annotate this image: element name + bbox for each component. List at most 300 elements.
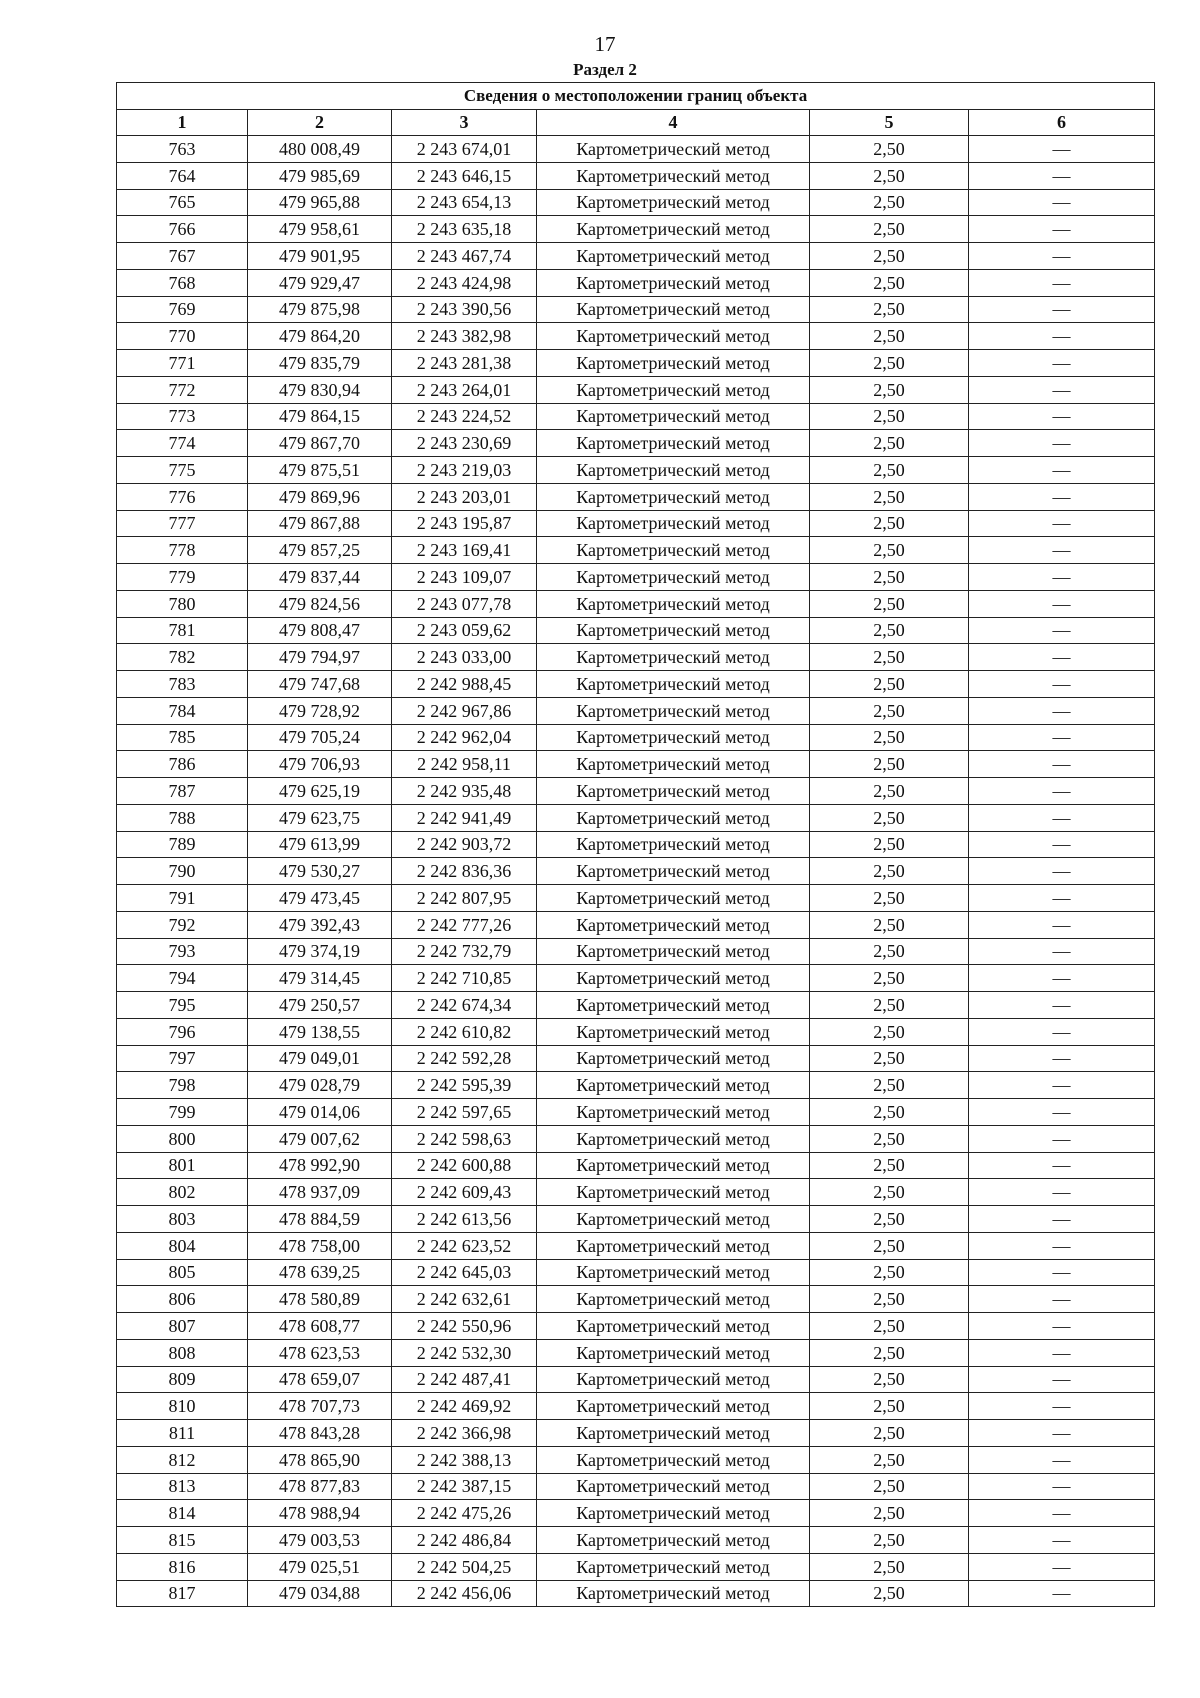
cell-method: Картометрический метод [537, 1527, 810, 1554]
cell-x-coordinate: 478 865,90 [248, 1446, 392, 1473]
cell-y-coordinate: 2 242 935,48 [392, 778, 537, 805]
cell-y-coordinate: 2 242 645,03 [392, 1259, 537, 1286]
cell-accuracy: 2,50 [810, 858, 969, 885]
cell-description: — [969, 1152, 1155, 1179]
cell-point-number: 788 [117, 804, 248, 831]
cell-y-coordinate: 2 242 632,61 [392, 1286, 537, 1313]
cell-y-coordinate: 2 242 958,11 [392, 751, 537, 778]
cell-x-coordinate: 478 707,73 [248, 1393, 392, 1420]
cell-accuracy: 2,50 [810, 1527, 969, 1554]
cell-method: Картометрический метод [537, 1580, 810, 1607]
cell-method: Картометрический метод [537, 1099, 810, 1126]
cell-description: — [969, 1553, 1155, 1580]
cell-x-coordinate: 478 937,09 [248, 1179, 392, 1206]
cell-accuracy: 2,50 [810, 1339, 969, 1366]
cell-accuracy: 2,50 [810, 831, 969, 858]
cell-method: Картометрический метод [537, 831, 810, 858]
cell-x-coordinate: 479 808,47 [248, 617, 392, 644]
cell-x-coordinate: 479 314,45 [248, 965, 392, 992]
cell-accuracy: 2,50 [810, 1393, 969, 1420]
cell-accuracy: 2,50 [810, 778, 969, 805]
cell-x-coordinate: 479 958,61 [248, 216, 392, 243]
cell-x-coordinate: 479 867,70 [248, 430, 392, 457]
cell-y-coordinate: 2 242 475,26 [392, 1500, 537, 1527]
cell-point-number: 764 [117, 162, 248, 189]
cell-point-number: 817 [117, 1580, 248, 1607]
cell-point-number: 784 [117, 697, 248, 724]
cell-method: Картометрический метод [537, 1420, 810, 1447]
cell-x-coordinate: 479 875,51 [248, 457, 392, 484]
table-row [117, 1366, 1155, 1393]
cell-x-coordinate: 479 835,79 [248, 350, 392, 377]
cell-accuracy: 2,50 [810, 483, 969, 510]
cell-x-coordinate: 479 250,57 [248, 992, 392, 1019]
cell-method: Картометрический метод [537, 323, 810, 350]
table-row [117, 644, 1155, 671]
cell-x-coordinate: 479 014,06 [248, 1099, 392, 1126]
cell-x-coordinate: 479 747,68 [248, 671, 392, 698]
cell-method: Картометрический метод [537, 136, 810, 163]
cell-accuracy: 2,50 [810, 1553, 969, 1580]
cell-description: — [969, 243, 1155, 270]
cell-point-number: 806 [117, 1286, 248, 1313]
cell-y-coordinate: 2 243 077,78 [392, 590, 537, 617]
table-row [117, 831, 1155, 858]
table-row [117, 537, 1155, 564]
cell-point-number: 794 [117, 965, 248, 992]
cell-y-coordinate: 2 242 610,82 [392, 1018, 537, 1045]
table-caption-row [117, 83, 1155, 110]
table-row [117, 1232, 1155, 1259]
table-row [117, 136, 1155, 163]
cell-y-coordinate: 2 243 382,98 [392, 323, 537, 350]
cell-x-coordinate: 479 864,20 [248, 323, 392, 350]
cell-accuracy: 2,50 [810, 1313, 969, 1340]
table-row [117, 403, 1155, 430]
cell-accuracy: 2,50 [810, 1152, 969, 1179]
cell-method: Картометрический метод [537, 1072, 810, 1099]
table-body [117, 136, 1155, 1607]
table-row [117, 1152, 1155, 1179]
cell-description: — [969, 778, 1155, 805]
cell-y-coordinate: 2 242 388,13 [392, 1446, 537, 1473]
cell-point-number: 795 [117, 992, 248, 1019]
table-row [117, 778, 1155, 805]
cell-method: Картометрический метод [537, 1045, 810, 1072]
cell-method: Картометрический метод [537, 1206, 810, 1233]
cell-y-coordinate: 2 243 224,52 [392, 403, 537, 430]
cell-y-coordinate: 2 243 281,38 [392, 350, 537, 377]
table-row [117, 858, 1155, 885]
cell-point-number: 792 [117, 911, 248, 938]
cell-x-coordinate: 479 705,24 [248, 724, 392, 751]
cell-method: Картометрический метод [537, 1152, 810, 1179]
cell-method: Картометрический метод [537, 403, 810, 430]
cell-method: Картометрический метод [537, 617, 810, 644]
cell-x-coordinate: 479 049,01 [248, 1045, 392, 1072]
cell-method: Картометрический метод [537, 269, 810, 296]
cell-accuracy: 2,50 [810, 216, 969, 243]
cell-x-coordinate: 479 875,98 [248, 296, 392, 323]
cell-description: — [969, 1446, 1155, 1473]
cell-accuracy: 2,50 [810, 617, 969, 644]
cell-point-number: 774 [117, 430, 248, 457]
table-row [117, 189, 1155, 216]
table-row [117, 376, 1155, 403]
cell-method: Картометрический метод [537, 1313, 810, 1340]
cell-method: Картометрический метод [537, 243, 810, 270]
cell-method: Картометрический метод [537, 1339, 810, 1366]
cell-accuracy: 2,50 [810, 430, 969, 457]
cell-point-number: 783 [117, 671, 248, 698]
cell-description: — [969, 403, 1155, 430]
cell-method: Картометрический метод [537, 1259, 810, 1286]
cell-point-number: 763 [117, 136, 248, 163]
cell-x-coordinate: 478 877,83 [248, 1473, 392, 1500]
cell-description: — [969, 1393, 1155, 1420]
cell-point-number: 787 [117, 778, 248, 805]
cell-x-coordinate: 479 025,51 [248, 1553, 392, 1580]
table-row [117, 243, 1155, 270]
table-row [117, 1393, 1155, 1420]
cell-description: — [969, 885, 1155, 912]
cell-y-coordinate: 2 242 609,43 [392, 1179, 537, 1206]
cell-description: — [969, 1232, 1155, 1259]
cell-description: — [969, 1286, 1155, 1313]
boundary-coordinates-table [116, 82, 1155, 1607]
cell-description: — [969, 617, 1155, 644]
cell-point-number: 814 [117, 1500, 248, 1527]
table-row [117, 457, 1155, 484]
cell-y-coordinate: 2 243 646,15 [392, 162, 537, 189]
cell-method: Картометрический метод [537, 376, 810, 403]
cell-description: — [969, 1500, 1155, 1527]
cell-x-coordinate: 478 659,07 [248, 1366, 392, 1393]
cell-point-number: 780 [117, 590, 248, 617]
cell-description: — [969, 162, 1155, 189]
cell-accuracy: 2,50 [810, 590, 969, 617]
cell-point-number: 766 [117, 216, 248, 243]
cell-y-coordinate: 2 243 109,07 [392, 564, 537, 591]
cell-point-number: 776 [117, 483, 248, 510]
cell-point-number: 791 [117, 885, 248, 912]
cell-description: — [969, 323, 1155, 350]
cell-description: — [969, 724, 1155, 751]
table-row [117, 671, 1155, 698]
cell-x-coordinate: 479 706,93 [248, 751, 392, 778]
table-row [117, 1286, 1155, 1313]
table-row [117, 564, 1155, 591]
cell-y-coordinate: 2 242 456,06 [392, 1580, 537, 1607]
cell-point-number: 809 [117, 1366, 248, 1393]
cell-x-coordinate: 479 929,47 [248, 269, 392, 296]
cell-y-coordinate: 2 242 623,52 [392, 1232, 537, 1259]
cell-x-coordinate: 479 985,69 [248, 162, 392, 189]
cell-description: — [969, 1206, 1155, 1233]
cell-point-number: 799 [117, 1099, 248, 1126]
cell-x-coordinate: 478 758,00 [248, 1232, 392, 1259]
cell-point-number: 786 [117, 751, 248, 778]
table-row [117, 1580, 1155, 1607]
cell-description: — [969, 911, 1155, 938]
cell-accuracy: 2,50 [810, 162, 969, 189]
cell-accuracy: 2,50 [810, 1420, 969, 1447]
cell-description: — [969, 938, 1155, 965]
cell-description: — [969, 1527, 1155, 1554]
cell-point-number: 769 [117, 296, 248, 323]
cell-accuracy: 2,50 [810, 1500, 969, 1527]
table-row [117, 697, 1155, 724]
table-row [117, 938, 1155, 965]
cell-y-coordinate: 2 243 674,01 [392, 136, 537, 163]
cell-method: Картометрический метод [537, 804, 810, 831]
cell-point-number: 775 [117, 457, 248, 484]
cell-accuracy: 2,50 [810, 457, 969, 484]
cell-x-coordinate: 479 965,88 [248, 189, 392, 216]
table-row [117, 350, 1155, 377]
cell-x-coordinate: 479 901,95 [248, 243, 392, 270]
cell-x-coordinate: 479 837,44 [248, 564, 392, 591]
cell-x-coordinate: 479 867,88 [248, 510, 392, 537]
cell-x-coordinate: 478 884,59 [248, 1206, 392, 1233]
cell-accuracy: 2,50 [810, 938, 969, 965]
cell-method: Картометрический метод [537, 162, 810, 189]
cell-y-coordinate: 2 242 732,79 [392, 938, 537, 965]
cell-accuracy: 2,50 [810, 965, 969, 992]
cell-accuracy: 2,50 [810, 1286, 969, 1313]
cell-point-number: 802 [117, 1179, 248, 1206]
cell-y-coordinate: 2 242 486,84 [392, 1527, 537, 1554]
cell-point-number: 798 [117, 1072, 248, 1099]
cell-point-number: 782 [117, 644, 248, 671]
table-row [117, 430, 1155, 457]
cell-method: Картометрический метод [537, 671, 810, 698]
cell-accuracy: 2,50 [810, 751, 969, 778]
table-row [117, 965, 1155, 992]
cell-method: Картометрический метод [537, 483, 810, 510]
cell-x-coordinate: 479 034,88 [248, 1580, 392, 1607]
cell-description: — [969, 564, 1155, 591]
cell-description: — [969, 1473, 1155, 1500]
cell-x-coordinate: 479 374,19 [248, 938, 392, 965]
cell-description: — [969, 697, 1155, 724]
cell-x-coordinate: 479 003,53 [248, 1527, 392, 1554]
cell-x-coordinate: 479 473,45 [248, 885, 392, 912]
cell-y-coordinate: 2 242 597,65 [392, 1099, 537, 1126]
cell-description: — [969, 1018, 1155, 1045]
table-row [117, 590, 1155, 617]
table-row [117, 1339, 1155, 1366]
column-header-1: 1 [117, 110, 248, 136]
cell-description: — [969, 965, 1155, 992]
cell-method: Картометрический метод [537, 858, 810, 885]
cell-y-coordinate: 2 242 988,45 [392, 671, 537, 698]
cell-accuracy: 2,50 [810, 1473, 969, 1500]
table-row [117, 1259, 1155, 1286]
cell-accuracy: 2,50 [810, 1580, 969, 1607]
table-row [117, 1313, 1155, 1340]
cell-accuracy: 2,50 [810, 1259, 969, 1286]
cell-y-coordinate: 2 242 592,28 [392, 1045, 537, 1072]
cell-description: — [969, 189, 1155, 216]
column-header-4: 4 [537, 110, 810, 136]
cell-description: — [969, 671, 1155, 698]
cell-accuracy: 2,50 [810, 697, 969, 724]
cell-x-coordinate: 479 857,25 [248, 537, 392, 564]
cell-y-coordinate: 2 242 504,25 [392, 1553, 537, 1580]
cell-point-number: 804 [117, 1232, 248, 1259]
cell-point-number: 771 [117, 350, 248, 377]
section-title: Раздел 2 [573, 60, 637, 79]
table-row [117, 216, 1155, 243]
table-row [117, 162, 1155, 189]
cell-point-number: 793 [117, 938, 248, 965]
cell-description: — [969, 457, 1155, 484]
cell-method: Картометрический метод [537, 1018, 810, 1045]
cell-point-number: 768 [117, 269, 248, 296]
cell-point-number: 772 [117, 376, 248, 403]
cell-method: Картометрический метод [537, 1473, 810, 1500]
cell-x-coordinate: 479 830,94 [248, 376, 392, 403]
column-header-2: 2 [248, 110, 392, 136]
cell-x-coordinate: 479 794,97 [248, 644, 392, 671]
cell-x-coordinate: 478 608,77 [248, 1313, 392, 1340]
cell-description: — [969, 483, 1155, 510]
cell-method: Картометрический метод [537, 1553, 810, 1580]
cell-y-coordinate: 2 242 598,63 [392, 1125, 537, 1152]
cell-point-number: 811 [117, 1420, 248, 1447]
table-row [117, 617, 1155, 644]
table-row [117, 1099, 1155, 1126]
table-row [117, 804, 1155, 831]
cell-accuracy: 2,50 [810, 671, 969, 698]
cell-x-coordinate: 479 138,55 [248, 1018, 392, 1045]
cell-y-coordinate: 2 242 487,41 [392, 1366, 537, 1393]
column-header-row [117, 110, 1155, 136]
cell-accuracy: 2,50 [810, 537, 969, 564]
cell-y-coordinate: 2 242 967,86 [392, 697, 537, 724]
cell-y-coordinate: 2 242 366,98 [392, 1420, 537, 1447]
cell-point-number: 777 [117, 510, 248, 537]
cell-point-number: 810 [117, 1393, 248, 1420]
cell-y-coordinate: 2 243 654,13 [392, 189, 537, 216]
table-row [117, 510, 1155, 537]
table-row [117, 1473, 1155, 1500]
cell-method: Картометрический метод [537, 1232, 810, 1259]
cell-method: Картометрический метод [537, 965, 810, 992]
table-row [117, 1072, 1155, 1099]
cell-x-coordinate: 479 824,56 [248, 590, 392, 617]
cell-accuracy: 2,50 [810, 296, 969, 323]
cell-description: — [969, 751, 1155, 778]
cell-point-number: 815 [117, 1527, 248, 1554]
cell-accuracy: 2,50 [810, 1099, 969, 1126]
cell-description: — [969, 269, 1155, 296]
cell-y-coordinate: 2 242 469,92 [392, 1393, 537, 1420]
cell-method: Картометрический метод [537, 1125, 810, 1152]
cell-x-coordinate: 479 869,96 [248, 483, 392, 510]
cell-description: — [969, 216, 1155, 243]
cell-description: — [969, 350, 1155, 377]
cell-point-number: 773 [117, 403, 248, 430]
cell-point-number: 767 [117, 243, 248, 270]
cell-description: — [969, 858, 1155, 885]
cell-method: Картометрический метод [537, 697, 810, 724]
cell-point-number: 805 [117, 1259, 248, 1286]
table-row [117, 323, 1155, 350]
cell-y-coordinate: 2 243 230,69 [392, 430, 537, 457]
table-row [117, 1420, 1155, 1447]
cell-method: Картометрический метод [537, 430, 810, 457]
cell-method: Картометрический метод [537, 1446, 810, 1473]
cell-method: Картометрический метод [537, 1179, 810, 1206]
cell-method: Картометрический метод [537, 296, 810, 323]
cell-point-number: 800 [117, 1125, 248, 1152]
column-header-5: 5 [810, 110, 969, 136]
cell-point-number: 807 [117, 1313, 248, 1340]
cell-description: — [969, 1580, 1155, 1607]
table-row [117, 1527, 1155, 1554]
cell-accuracy: 2,50 [810, 804, 969, 831]
table-row [117, 1446, 1155, 1473]
cell-description: — [969, 1259, 1155, 1286]
cell-description: — [969, 1313, 1155, 1340]
cell-y-coordinate: 2 242 595,39 [392, 1072, 537, 1099]
table-row [117, 911, 1155, 938]
table-row [117, 1018, 1155, 1045]
cell-description: — [969, 1099, 1155, 1126]
cell-accuracy: 2,50 [810, 1366, 969, 1393]
page-number: 17 [594, 32, 616, 56]
cell-y-coordinate: 2 242 387,15 [392, 1473, 537, 1500]
cell-method: Картометрический метод [537, 1500, 810, 1527]
cell-point-number: 797 [117, 1045, 248, 1072]
cell-x-coordinate: 479 028,79 [248, 1072, 392, 1099]
cell-x-coordinate: 480 008,49 [248, 136, 392, 163]
table-row [117, 1206, 1155, 1233]
cell-method: Картометрический метод [537, 778, 810, 805]
cell-description: — [969, 1179, 1155, 1206]
cell-accuracy: 2,50 [810, 376, 969, 403]
cell-y-coordinate: 2 242 532,30 [392, 1339, 537, 1366]
cell-y-coordinate: 2 242 613,56 [392, 1206, 537, 1233]
cell-description: — [969, 1045, 1155, 1072]
cell-accuracy: 2,50 [810, 1125, 969, 1152]
cell-point-number: 789 [117, 831, 248, 858]
cell-description: — [969, 1072, 1155, 1099]
cell-x-coordinate: 478 988,94 [248, 1500, 392, 1527]
cell-method: Картометрический метод [537, 724, 810, 751]
cell-point-number: 779 [117, 564, 248, 591]
cell-description: — [969, 804, 1155, 831]
cell-y-coordinate: 2 243 059,62 [392, 617, 537, 644]
cell-accuracy: 2,50 [810, 1045, 969, 1072]
cell-point-number: 790 [117, 858, 248, 885]
cell-x-coordinate: 479 625,19 [248, 778, 392, 805]
cell-description: — [969, 831, 1155, 858]
cell-y-coordinate: 2 242 600,88 [392, 1152, 537, 1179]
cell-accuracy: 2,50 [810, 1018, 969, 1045]
cell-method: Картометрический метод [537, 590, 810, 617]
table-row [117, 1045, 1155, 1072]
cell-description: — [969, 376, 1155, 403]
table-row [117, 885, 1155, 912]
cell-point-number: 801 [117, 1152, 248, 1179]
cell-point-number: 813 [117, 1473, 248, 1500]
cell-point-number: 781 [117, 617, 248, 644]
cell-accuracy: 2,50 [810, 269, 969, 296]
cell-accuracy: 2,50 [810, 403, 969, 430]
